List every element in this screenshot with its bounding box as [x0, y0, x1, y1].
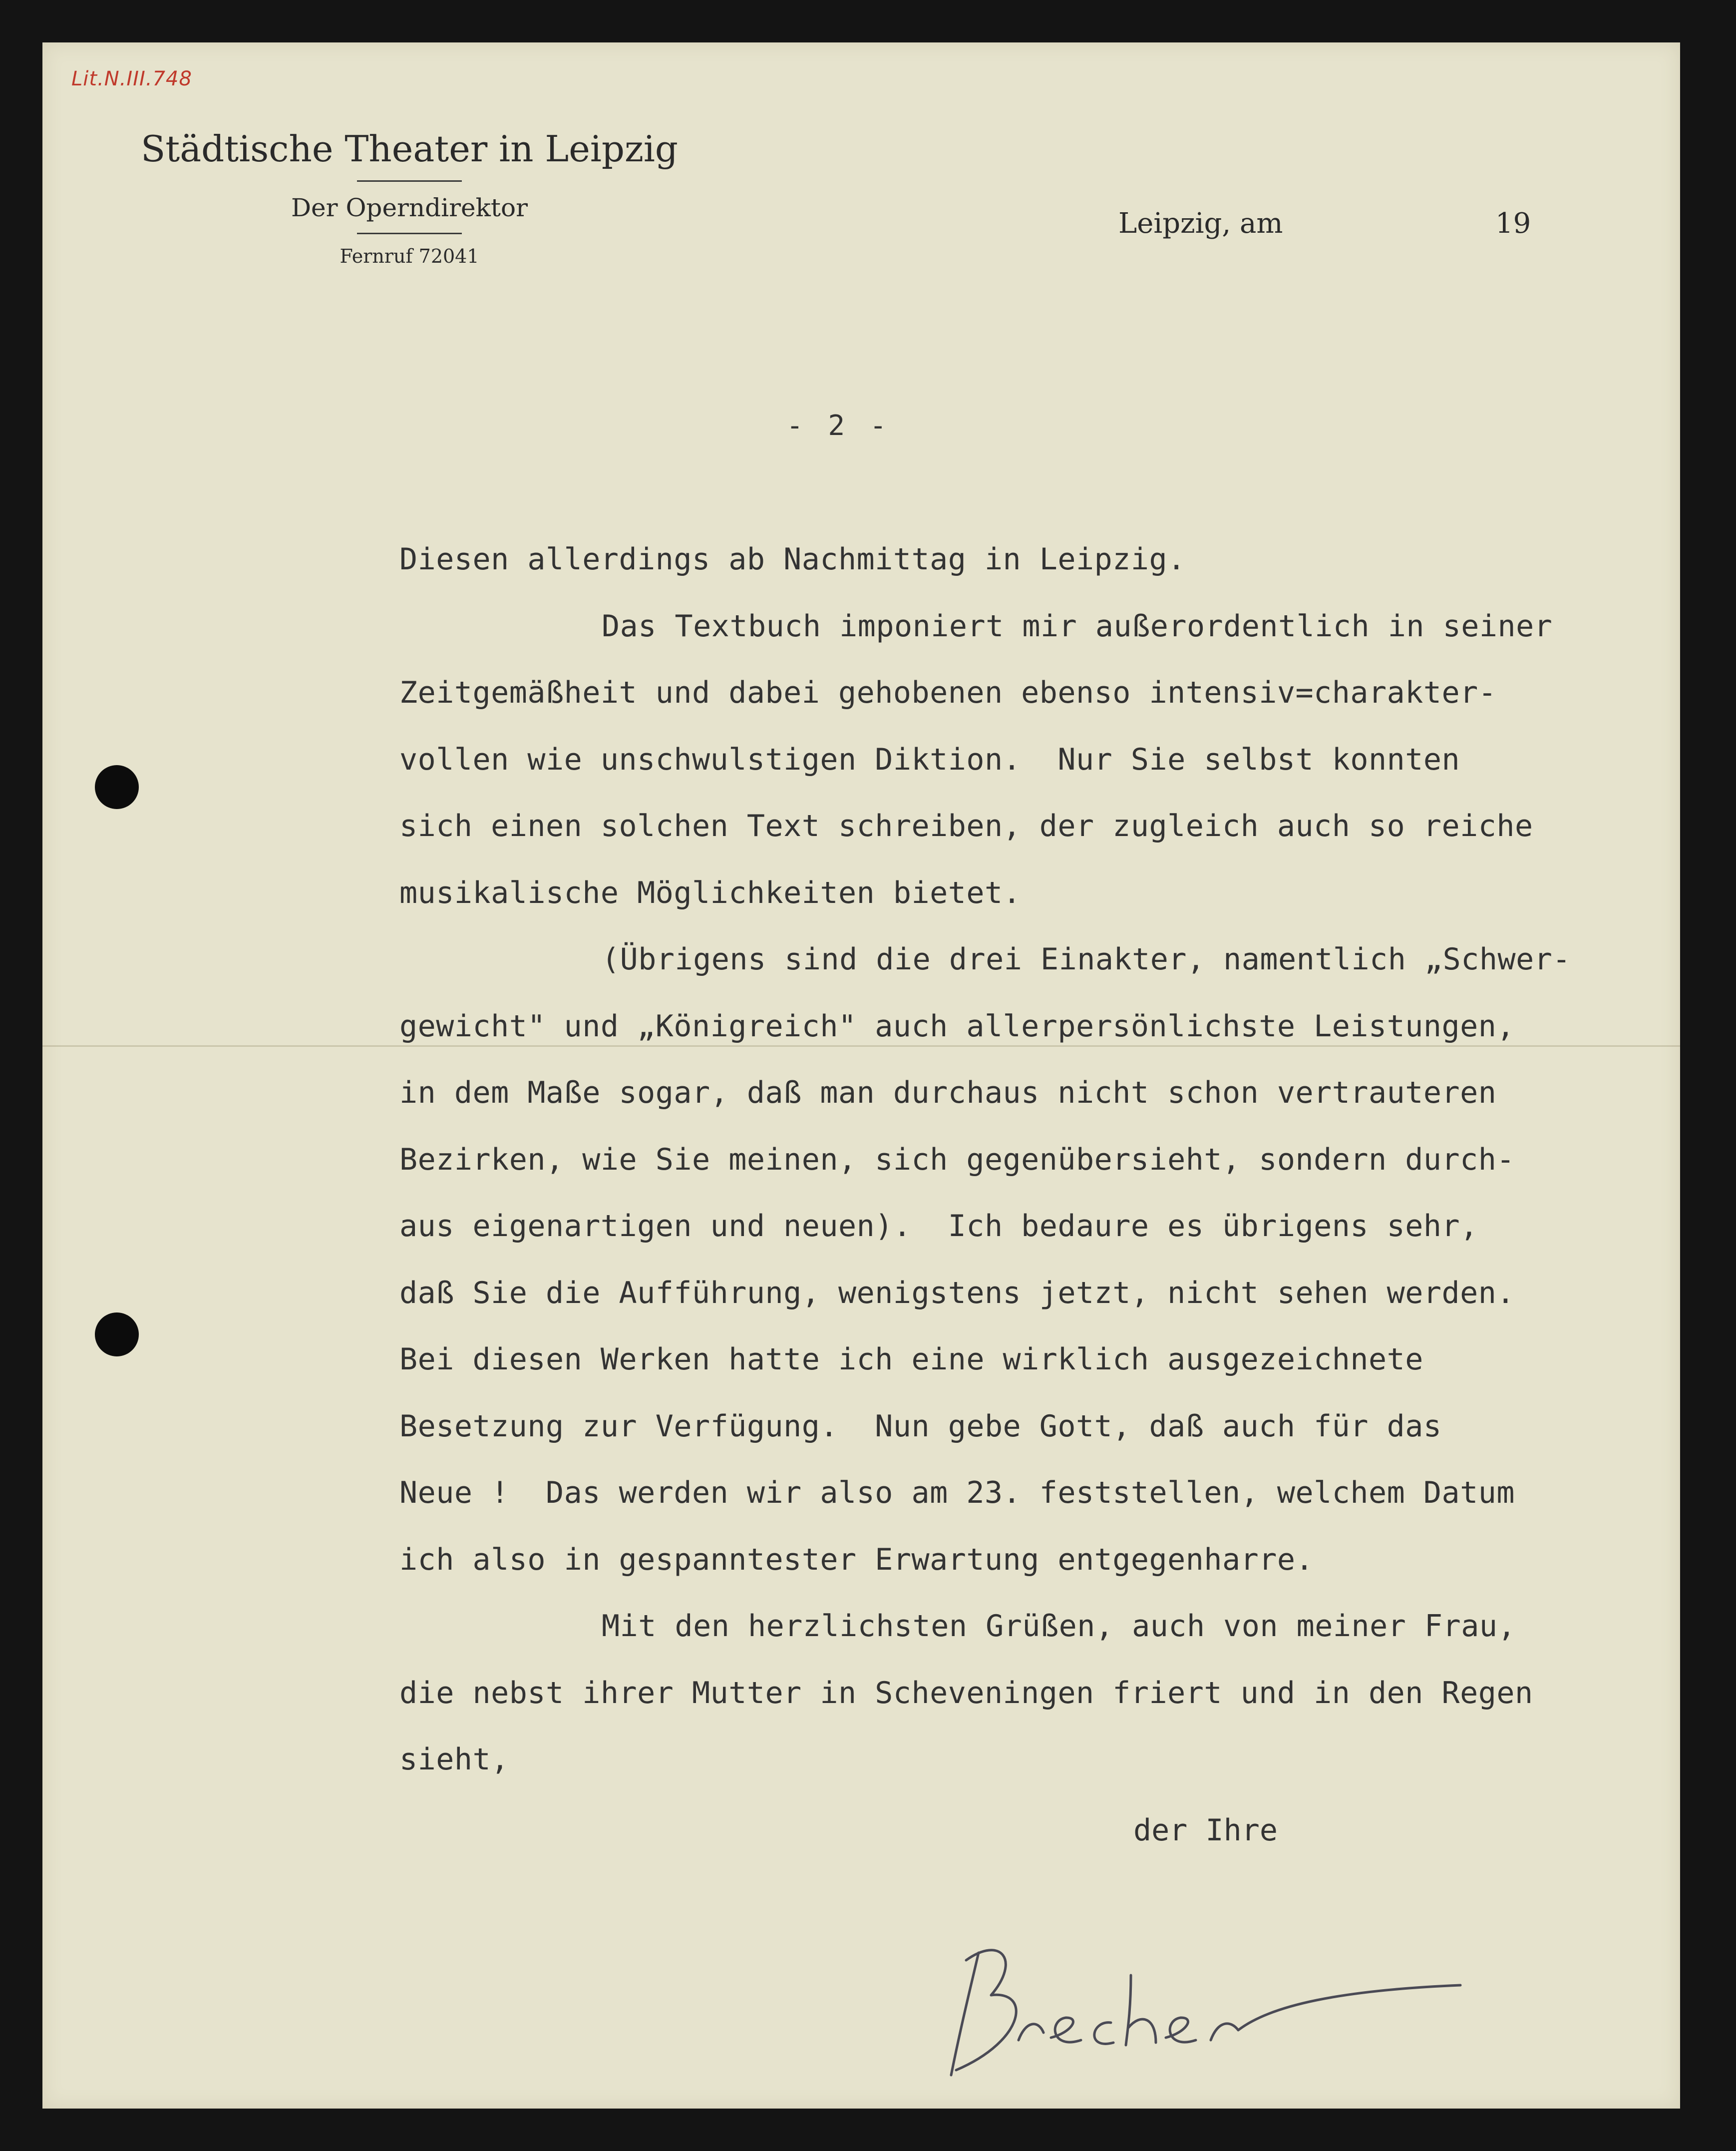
body-line: in dem Maße sogar, daß man durchaus nicht schon vertrauteren	[399, 1075, 1497, 1110]
letterhead-department: Der Operndirektor	[291, 193, 528, 223]
body-line: sich einen solchen Text schreiben, der zugleich auch so reiche	[399, 809, 1533, 844]
letterhead-phone: Fernruf 72041	[340, 245, 479, 268]
body-line: Bei diesen Werken hatte ich eine wirklich ausgezeichnete	[399, 1342, 1423, 1377]
body-line: sieht,	[399, 1742, 509, 1777]
page-number: - 2 -	[786, 410, 891, 442]
body-line: Zeitgemäßheit und dabei gehobenen ebenso intensiv=charakter-	[399, 675, 1497, 710]
body-line: Mit den herzlichsten Grüßen, auch von meiner Frau,	[602, 1609, 1516, 1644]
body-line: Bezirken, wie Sie meinen, sich gegenübersieht, sondern durch-	[399, 1142, 1515, 1177]
letterhead-rule	[357, 233, 462, 234]
letter-body	[399, 544, 1713, 1811]
punch-hole	[95, 765, 139, 809]
signature	[931, 1925, 1500, 2085]
body-line: Besetzung zur Verfügung. Nun gebe Gott, daß auch für das	[399, 1408, 1442, 1444]
punch-hole	[95, 1312, 139, 1356]
closing: der Ihre	[1133, 1813, 1278, 1848]
body-line: Das Textbuch imponiert mir außerordentlich in seiner	[602, 608, 1553, 644]
dateline-place: Leipzig, am	[1118, 207, 1283, 240]
body-line: Neue ! Das werden wir also am 23. feststellen, welchem Datum	[399, 1475, 1515, 1510]
body-line: musikalische Möglichkeiten bietet.	[399, 875, 1022, 910]
letter-page	[42, 42, 1680, 2109]
dateline-year: 19	[1495, 207, 1531, 240]
body-line: gewicht" und „Königreich" auch allerpersönlichste Leistungen,	[399, 1008, 1515, 1044]
body-line: daß Sie die Aufführung, wenigstens jetzt, nicht sehen werden.	[399, 1275, 1515, 1310]
body-line: (Übrigens sind die drei Einakter, namentlich „Schwer-	[602, 942, 1571, 977]
body-line: die nebst ihrer Mutter in Scheveningen friert und in den Regen	[399, 1675, 1533, 1711]
body-line: aus eigenartigen und neuen). Ich bedaure es übrigens sehr,	[399, 1209, 1478, 1244]
letterhead	[140, 127, 679, 267]
letterhead-title: Städtische Theater in Leipzig	[140, 128, 679, 170]
body-line: ich also in gespanntester Erwartung entgegenharre.	[399, 1542, 1314, 1577]
archive-mark: Lit.N.III.748	[71, 67, 192, 90]
body-line: vollen wie unschwulstigen Diktion. Nur Sie selbst konnten	[399, 742, 1460, 777]
letterhead-rule	[357, 180, 462, 182]
body-line: Diesen allerdings ab Nachmittag in Leipzig.	[399, 542, 1186, 577]
